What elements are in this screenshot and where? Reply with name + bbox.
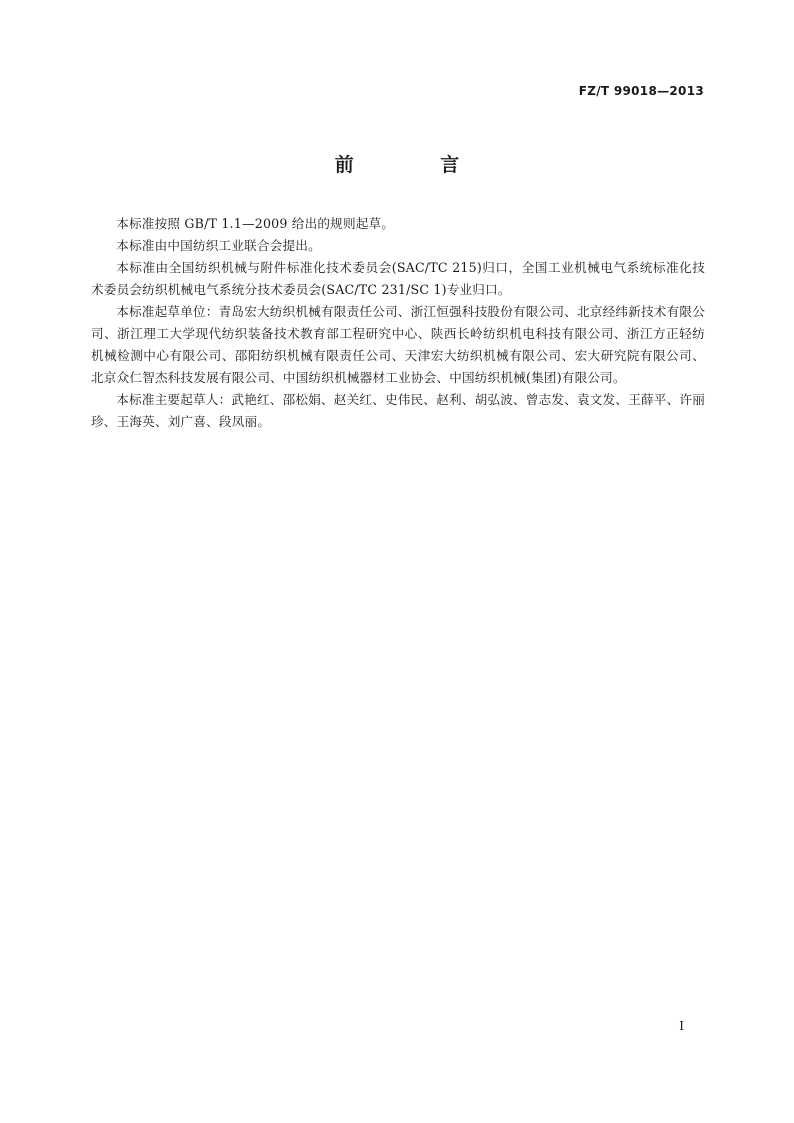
paragraph-drafting-rules: 本标准按照 GB/T 1.1—2009 给出的规则起草。 [116,216,395,231]
paragraph-proposer: 本标准由中国纺织工业联合会提出。 [116,238,321,253]
page-number: I [679,1019,684,1033]
paragraph-jurisdiction: 本标准由全国纺织机械与附件标准化技术委员会(SAC/TC 215)归口，全国工业机械电气系统标准化技术委员会纺织机械电气系统分技术委员会(SAC/TC 231/SC 1)专业归口。 [91,260,705,297]
paragraph-main-drafters: 本标准主要起草人：武艳红、邵松娟、赵关红、史伟民、赵利、胡弘波、曾志发、袁文发、王薛平、许丽珍、王海英、刘广喜、段凤丽。 [91,392,705,429]
foreword-body [91,213,705,433]
standard-code: FZ/T 99018—2013 [578,84,704,98]
paragraph-drafting-units: 本标准起草单位：青岛宏大纺织机械有限责任公司、浙江恒强科技股份有限公司、北京经纬新技术有限公司、浙江理工大学现代纺织装备技术教育部工程研究中心、陕西长岭纺织机电科技有限公司、浙江方正轻纺机械检测中心有限公司、邵阳纺织机械有限责任公司、天津宏大纺织机械有限公司、宏大研究院有限公司、北京众仁智杰科技发展有限公司、中国纺织机械器材工业协会、中国纺织机械(集团)有限公司。 [91,304,705,385]
page-title: 前 言 [334,154,500,176]
